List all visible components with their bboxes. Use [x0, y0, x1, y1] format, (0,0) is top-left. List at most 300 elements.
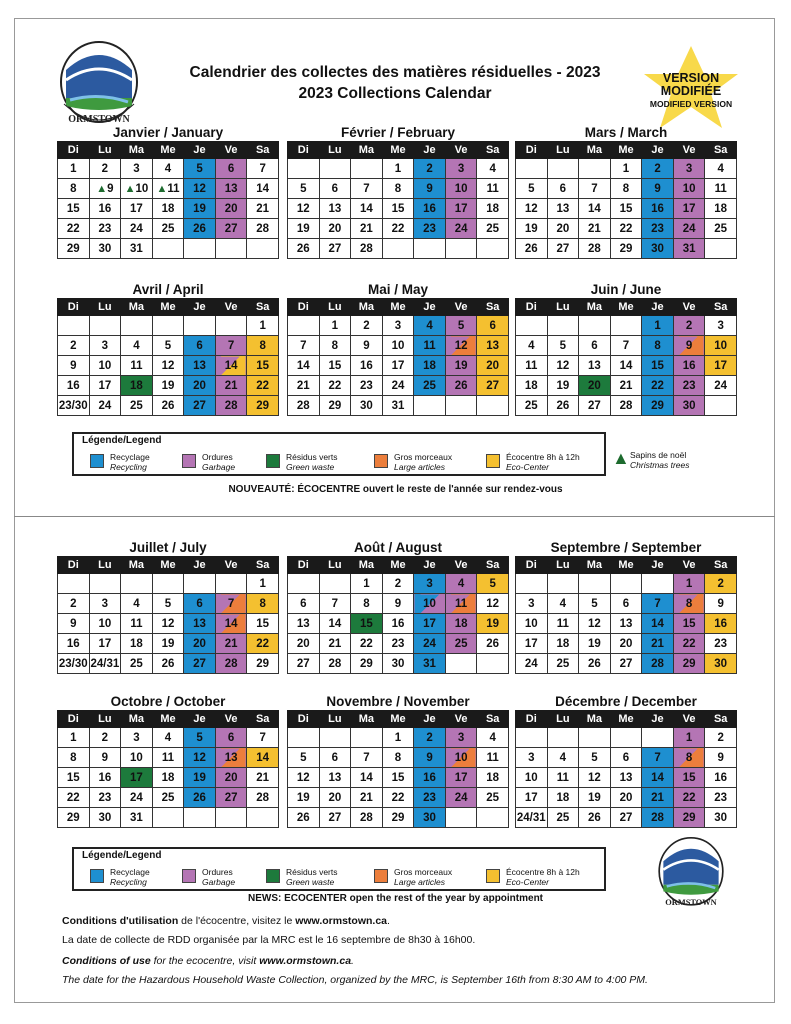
day-number: 15	[682, 771, 696, 784]
day-number: 5	[591, 597, 598, 610]
day-cell	[89, 788, 121, 808]
day-cell	[477, 574, 509, 594]
day-number: 15	[651, 359, 664, 372]
day-number: 5	[196, 162, 203, 175]
day-cell	[288, 574, 320, 594]
day-number: 13	[486, 339, 500, 352]
day-number: 25	[486, 791, 500, 804]
day-number: 12	[486, 597, 500, 610]
day-cell	[477, 159, 509, 179]
day-number: 9	[101, 751, 109, 764]
day-cell	[642, 768, 674, 788]
day-cell	[89, 654, 121, 674]
weekday-header: Sa	[705, 142, 737, 159]
day-cell	[247, 594, 279, 614]
day-cell	[516, 768, 548, 788]
day-cell	[184, 594, 216, 614]
day-cell	[288, 748, 320, 768]
day-number: 23/30	[58, 399, 88, 412]
day-cell	[547, 728, 579, 748]
day-number: 9	[107, 182, 114, 195]
day-cell	[516, 159, 548, 179]
day-number: 12	[524, 202, 538, 215]
day-cell	[184, 396, 216, 416]
day-cell	[610, 594, 642, 614]
day-number: 18	[161, 771, 175, 784]
day-cell	[89, 728, 121, 748]
day-cell	[382, 614, 414, 634]
day-number: 15	[619, 202, 633, 215]
week-row	[288, 336, 509, 356]
weekday-header: Di	[516, 557, 548, 574]
day-number: 22	[66, 791, 80, 804]
day-number: 27	[193, 399, 206, 412]
day-cell	[319, 594, 351, 614]
day-cell	[351, 728, 383, 748]
day-cell	[184, 159, 216, 179]
weekday-header: Sa	[247, 299, 279, 316]
day-number: 4	[164, 162, 172, 175]
day-cell	[351, 316, 383, 336]
day-cell	[705, 199, 737, 219]
day-cell	[673, 219, 705, 239]
day-number: 12	[193, 751, 206, 764]
conditions-english: Conditions of use for the ecocentre, visit www.ormstown.ca. The date for the Hazardous Household Waste Collection, organized by the MRC, is September 16th from 8:30 AM to 4:00 PM.	[62, 955, 648, 986]
day-number: 30	[391, 657, 405, 670]
week-row	[516, 808, 737, 828]
day-number: 27	[224, 222, 238, 235]
day-number: 15	[328, 359, 342, 372]
day-number: 15	[391, 771, 405, 784]
day-number: 7	[622, 339, 630, 352]
day-number: 1	[331, 319, 339, 332]
day-cell	[215, 376, 247, 396]
day-cell	[579, 219, 611, 239]
day-number: 13	[619, 617, 633, 630]
day-cell	[184, 788, 216, 808]
day-number: 6	[196, 339, 203, 352]
day-number: 5	[300, 182, 307, 195]
day-cell	[642, 574, 674, 594]
day-number: 8	[685, 751, 693, 764]
day-cell	[58, 614, 90, 634]
day-cell	[152, 316, 184, 336]
day-cell	[516, 356, 548, 376]
day-cell	[184, 748, 216, 768]
day-cell	[247, 356, 279, 376]
month-table	[57, 556, 279, 674]
week-row	[516, 356, 737, 376]
day-number: 27	[224, 791, 238, 804]
week-row	[58, 614, 279, 634]
day-cell	[58, 788, 90, 808]
day-number: 7	[591, 182, 598, 195]
day-number: 14	[224, 359, 238, 372]
day-cell	[152, 634, 184, 654]
day-number: 9	[685, 339, 693, 352]
day-cell	[58, 239, 90, 259]
month-calendar	[57, 281, 279, 416]
day-cell	[477, 808, 509, 828]
day-cell	[673, 356, 705, 376]
month-calendar	[515, 124, 737, 259]
weekday-header: Sa	[477, 299, 509, 316]
day-number: 12	[161, 359, 175, 372]
day-number: 24	[130, 222, 143, 235]
week-row	[288, 396, 509, 416]
weekday-header: Di	[288, 711, 320, 728]
day-number: 11	[130, 617, 143, 630]
day-number: 3	[457, 162, 465, 175]
day-cell	[319, 396, 351, 416]
day-number: 26	[454, 379, 468, 392]
weekday-header: Sa	[247, 142, 279, 159]
weekday-header: Lu	[319, 557, 351, 574]
day-cell	[319, 788, 351, 808]
week-row	[58, 788, 279, 808]
day-cell	[642, 614, 674, 634]
day-cell	[382, 396, 414, 416]
day-cell	[516, 614, 548, 634]
week-row	[58, 768, 279, 788]
day-cell	[477, 768, 509, 788]
legend-title: Légende/Legend	[82, 435, 162, 446]
day-cell	[642, 219, 674, 239]
day-number: 5	[489, 577, 496, 590]
day-number: 6	[622, 597, 630, 610]
day-cell	[58, 376, 90, 396]
weekday-header: Di	[516, 711, 548, 728]
day-cell	[642, 179, 674, 199]
day-cell	[89, 808, 121, 828]
day-cell	[516, 808, 548, 828]
weekday-header: Ma	[579, 299, 611, 316]
day-cell	[319, 239, 351, 259]
day-number: 3	[426, 577, 433, 590]
week-row	[516, 219, 737, 239]
day-number: 6	[196, 597, 203, 610]
day-cell	[121, 179, 153, 199]
day-cell	[121, 768, 153, 788]
week-row	[516, 179, 737, 199]
day-cell	[152, 748, 184, 768]
day-cell	[445, 768, 477, 788]
day-number: 11	[486, 182, 499, 195]
day-cell	[610, 614, 642, 634]
day-number: 4	[717, 162, 724, 175]
day-number: 3	[528, 597, 535, 610]
large-articles-swatch	[374, 869, 388, 883]
day-cell	[121, 376, 153, 396]
recycling-swatch	[90, 454, 104, 468]
weekday-header: Me	[382, 711, 414, 728]
week-row	[516, 654, 737, 674]
day-cell	[89, 179, 121, 199]
day-cell	[673, 634, 705, 654]
day-cell	[477, 336, 509, 356]
day-cell	[477, 239, 509, 259]
day-cell	[184, 356, 216, 376]
day-number: 12	[588, 617, 601, 630]
day-number: 6	[300, 597, 307, 610]
month-table	[287, 556, 509, 674]
day-cell	[184, 768, 216, 788]
day-cell	[58, 594, 90, 614]
day-number: 1	[654, 319, 661, 332]
day-cell	[382, 634, 414, 654]
day-cell	[351, 159, 383, 179]
day-cell	[705, 788, 737, 808]
day-cell	[445, 336, 477, 356]
day-cell	[445, 219, 477, 239]
day-number: 13	[556, 202, 570, 215]
weekday-header: Lu	[547, 557, 579, 574]
day-cell	[414, 634, 446, 654]
day-number: 2	[70, 339, 77, 352]
day-number: 15	[391, 202, 405, 215]
day-number: 21	[360, 222, 373, 235]
day-cell	[247, 728, 279, 748]
day-cell	[445, 614, 477, 634]
day-number: 14	[224, 617, 238, 630]
day-number: 18	[486, 771, 500, 784]
week-row	[58, 634, 279, 654]
day-cell	[152, 808, 184, 828]
weekday-header: Sa	[705, 299, 737, 316]
week-row	[288, 788, 509, 808]
day-cell	[58, 336, 90, 356]
website-link-en[interactable]: www.ormstown.ca	[259, 955, 352, 967]
day-number: 4	[528, 339, 535, 352]
weekday-header: Je	[642, 299, 674, 316]
day-number: 4	[559, 751, 567, 764]
day-cell	[89, 594, 121, 614]
month-table	[57, 141, 279, 259]
day-number: 9	[70, 617, 77, 630]
day-cell	[121, 574, 153, 594]
day-cell	[152, 219, 184, 239]
day-number: 28	[360, 242, 373, 255]
weekday-header: Ma	[351, 711, 383, 728]
week-row	[288, 199, 509, 219]
week-row	[516, 239, 737, 259]
day-cell	[58, 768, 90, 788]
day-number: 25	[714, 222, 728, 235]
day-cell	[247, 396, 279, 416]
day-cell	[705, 594, 737, 614]
day-cell	[215, 239, 247, 259]
day-number: 6	[591, 339, 598, 352]
day-number: 3	[133, 162, 140, 175]
day-number: 25	[130, 399, 143, 412]
day-cell	[351, 574, 383, 594]
day-number: 11	[556, 771, 569, 784]
day-number: 10	[714, 339, 728, 352]
day-cell	[215, 179, 247, 199]
day-number: 12	[556, 359, 570, 372]
day-number: 24	[524, 657, 538, 670]
month-calendar	[287, 124, 509, 259]
day-cell	[121, 159, 153, 179]
day-cell	[414, 316, 446, 336]
month-calendar	[287, 693, 509, 828]
day-number: 8	[259, 597, 266, 610]
day-cell	[445, 808, 477, 828]
day-number: 9	[70, 359, 77, 372]
day-cell	[319, 336, 351, 356]
day-number: 26	[486, 637, 500, 650]
day-number: 28	[256, 222, 270, 235]
day-cell	[414, 179, 446, 199]
day-number: 25	[556, 811, 570, 824]
day-cell	[89, 614, 121, 634]
day-number: 4	[133, 597, 140, 610]
day-number: 2	[426, 162, 433, 175]
day-number: 16	[98, 202, 112, 215]
day-cell	[184, 728, 216, 748]
day-cell	[215, 594, 247, 614]
day-cell	[610, 574, 642, 594]
day-number: 20	[193, 637, 206, 650]
day-cell	[414, 808, 446, 828]
month-name: Juillet / July	[129, 540, 207, 555]
week-row	[516, 634, 737, 654]
day-number: 6	[227, 731, 235, 744]
day-number: 9	[717, 597, 724, 610]
day-number: 13	[193, 359, 206, 372]
website-link-fr[interactable]: www.ormstown.ca	[295, 915, 388, 927]
day-number: 21	[224, 637, 238, 650]
day-cell	[247, 654, 279, 674]
day-cell	[414, 239, 446, 259]
day-cell	[319, 654, 351, 674]
day-cell	[705, 574, 737, 594]
day-cell	[477, 748, 509, 768]
day-number: 14	[328, 617, 342, 630]
day-cell	[89, 199, 121, 219]
day-number: 23	[423, 222, 436, 235]
day-number: 25	[161, 222, 175, 235]
day-cell	[547, 594, 579, 614]
day-number: 5	[196, 731, 203, 744]
day-cell	[215, 634, 247, 654]
day-number: 19	[296, 791, 310, 804]
day-cell	[445, 179, 477, 199]
day-cell	[121, 199, 153, 219]
day-cell	[673, 396, 705, 416]
month-table	[515, 710, 737, 828]
day-cell	[414, 654, 446, 674]
day-number: 16	[423, 771, 436, 784]
weekday-header: Sa	[705, 557, 737, 574]
day-cell	[579, 654, 611, 674]
day-cell	[288, 316, 320, 336]
day-cell	[351, 356, 383, 376]
day-number: 19	[454, 359, 468, 372]
day-number: 22	[360, 637, 373, 650]
day-cell	[642, 728, 674, 748]
day-cell	[705, 614, 737, 634]
week-row	[288, 654, 509, 674]
day-number: 28	[360, 811, 373, 824]
day-number: 29	[328, 399, 342, 412]
day-cell	[445, 199, 477, 219]
day-number: 4	[164, 731, 172, 744]
day-number: 2	[717, 577, 724, 590]
week-row	[58, 219, 279, 239]
day-number: 9	[426, 182, 433, 195]
day-number: 31	[423, 657, 436, 670]
day-number: 1	[70, 162, 77, 175]
weekday-header: Je	[414, 557, 446, 574]
day-cell	[121, 396, 153, 416]
day-number: 10	[98, 617, 112, 630]
day-number: 15	[682, 617, 696, 630]
day-number: 20	[296, 637, 310, 650]
weekday-header: Ve	[445, 711, 477, 728]
week-row	[288, 728, 509, 748]
day-cell	[516, 219, 548, 239]
day-number: 14	[651, 617, 664, 630]
weekday-header: Ma	[121, 711, 153, 728]
day-cell	[516, 336, 548, 356]
week-row	[58, 239, 279, 259]
day-cell	[152, 199, 184, 219]
day-cell	[610, 316, 642, 336]
day-cell	[547, 179, 579, 199]
week-row	[288, 239, 509, 259]
day-number: 19	[296, 222, 310, 235]
day-cell	[58, 654, 90, 674]
day-number: 29	[391, 811, 405, 824]
day-number: 19	[161, 637, 175, 650]
month-name: Décembre / December	[555, 694, 697, 709]
day-cell	[89, 316, 121, 336]
weekday-header: Sa	[705, 711, 737, 728]
day-cell	[121, 808, 153, 828]
day-number: 7	[227, 339, 235, 352]
day-number: 20	[486, 359, 500, 372]
day-cell	[288, 239, 320, 259]
day-cell	[477, 788, 509, 808]
day-cell	[58, 219, 90, 239]
day-cell	[610, 199, 642, 219]
day-number: 23	[714, 791, 728, 804]
day-number: 3	[101, 597, 109, 610]
day-cell	[705, 396, 737, 416]
day-number: 10	[391, 339, 405, 352]
day-cell	[288, 654, 320, 674]
day-number: 25	[454, 637, 468, 650]
day-cell	[58, 179, 90, 199]
day-number: 10	[524, 617, 538, 630]
week-row	[516, 376, 737, 396]
legend-top: Légende/Legend Recyclage Recycling Ordures Garbage Résidus verts Green waste Gros morceaux Large articles Écocentre 8h à 12h Eco-Center	[72, 432, 606, 476]
day-number: 18	[423, 359, 436, 372]
green-waste-swatch	[266, 869, 280, 883]
day-number: 2	[101, 162, 109, 175]
day-cell	[184, 654, 216, 674]
modified-version-badge: VERSION MODIFIÉE MODIFIED VERSION	[649, 71, 733, 109]
day-cell	[516, 179, 548, 199]
day-number: 30	[714, 657, 728, 670]
day-number: 5	[164, 597, 172, 610]
weekday-header: Ma	[351, 142, 383, 159]
day-cell	[351, 376, 383, 396]
day-cell	[351, 239, 383, 259]
day-number: 26	[524, 242, 538, 255]
day-cell	[58, 159, 90, 179]
